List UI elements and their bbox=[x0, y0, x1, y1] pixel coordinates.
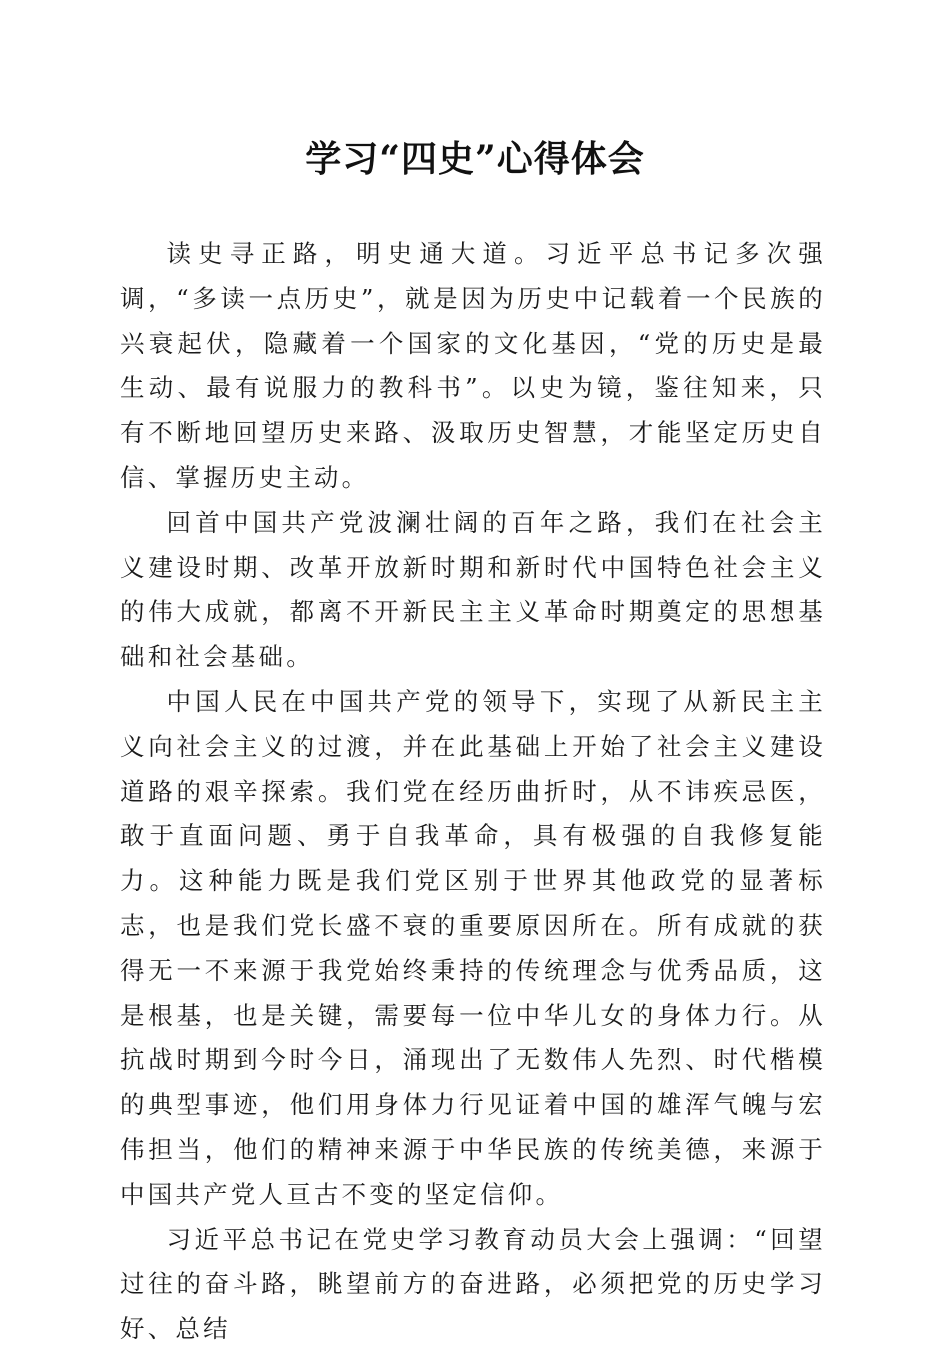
paragraph-2: 回首中国共产党波澜壮阔的百年之路，我们在社会主义建设时期、改革开放新时期和新时代中国特色社会主义的伟大成就，都离不开新民主主义革命时期奠定的思想基础和社会基础。 bbox=[120, 507, 826, 672]
document-body bbox=[120, 232, 826, 1352]
paragraph-3: 中国人民在中国共产党的领导下，实现了从新民主主义向社会主义的过渡，并在此基础上开始了社会主义建设道路的艰辛探索。我们党在经历曲折时，从不讳疾忌医，敢于直面问题、勇于自我革命，具有极强的自我修复能力。这种能力既是我们党区别于世界其他政党的显著标志，也是我们党长盛不衰的重要原因所在。所有成就的获得无一不来源于我党始终秉持的传统理念与优秀品质，这是根基，也是关键，需要每一位中华儿女的身体力行。从抗战时期到今时今日，涌现出了无数伟人先烈、时代楷模的典型事迹，他们用身体力行见证着中国的雄浑气魄与宏伟担当，他们的精神来源于中华民族的传统美德，来源于中国共产党人亘古不变的坚定信仰。 bbox=[120, 686, 826, 1209]
paragraph-1: 读史寻正路，明史通大道。习近平总书记多次强调，“多读一点历史”，就是因为历史中记载着一个民族的兴衰起伏，隐藏着一个国家的文化基因，“党的历史是最生动、最有说服力的教科书”。以史为镜，鉴往知来，只有不断地回望历史来路、汲取历史智慧，才能坚定历史自信、掌握历史主动。 bbox=[120, 239, 826, 492]
page-title: 学习“四史”心得体会 bbox=[305, 138, 645, 180]
paragraph-4: 习近平总书记在党史学习教育动员大会上强调：“回望过往的奋斗路，眺望前方的奋进路，必须把党的历史学习好、总结 bbox=[120, 1224, 826, 1344]
